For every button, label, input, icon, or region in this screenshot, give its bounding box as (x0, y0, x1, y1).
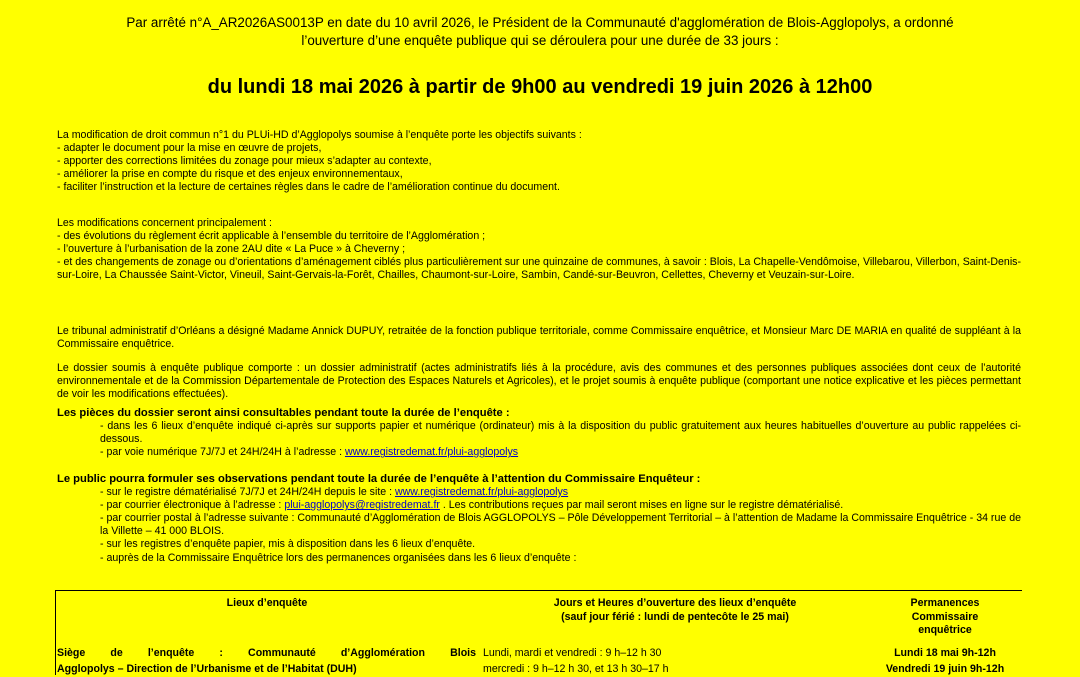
registre-link[interactable]: www.registredemat.fr/plui-agglopolys (395, 486, 569, 499)
consultation-item: - dans les 6 lieux d’enquête indiqué ci-après sur supports papier et numérique (ordinateur) mis à la disposition du public gratuitement aux heures habituelles d’ouverture au public rappelées ci-dessous. (100, 420, 1021, 446)
objective-item: - apporter des corrections limitées du zonage pour mieux s’adapter au contexte, (57, 155, 432, 168)
observation-item-text: - par courrier électronique à l’adresse : (100, 499, 285, 512)
objective-item: - faciliter l’instruction et la lecture de certaines règles dans le cadre de l’amélioration continue du document. (57, 181, 560, 194)
dossier-paragraph: Le dossier soumis à enquête publique comporte : un dossier administratif (actes administratifs liés à la procédure, avis des communes et des personnes publiques associées dont ceux de l’autorité environnementale et de la Commission Départementale de Protection des Espaces Naturels et Agricoles), et le projet soumis à enquête publique (comportant une notice explicative et les pièces permettant de voir les modifications effectuées). (57, 362, 1021, 401)
observation-item: - par courrier postal à l’adresse suivante : Communauté d’Agglomération de Blois AGGLOPOLYS – Pôle Développement Territorial – à l’attention de Madame la Commissaire Enquêtrice - 34 rue de la Villette – 41 000 BLOIS. (100, 512, 1021, 538)
observation-item-text: - sur le registre dématérialisé 7J/7J et 24H/24H depuis le site : (100, 486, 395, 499)
header-jours-line: Jours et Heures d’ouverture des lieux d’enquête (553, 597, 797, 609)
header-permanences (870, 597, 1020, 638)
header-jours (480, 597, 870, 624)
observation-item: - sur les registres d’enquête papier, mis à disposition dans les 6 lieux d’enquête. (100, 538, 476, 551)
observation-item (57, 499, 1021, 512)
objectives-section (57, 129, 1021, 194)
intro-line-1: Par arrêté n°A_AR2026AS0013P en date du 10 avril 2026, le Président de la Communauté d'agglomération de Blois-Agglopolys, a ordonné (126, 15, 954, 30)
table-border (55, 590, 56, 675)
registre-link[interactable]: www.registredemat.fr/plui-agglopolys (344, 446, 519, 459)
enquiry-dates-heading: du lundi 18 mai 2026 à partir de 9h00 au vendredi 19 juin 2026 à 12h00 (207, 76, 873, 98)
consultation-item-text: - par voie numérique 7J/7J et 24H/24H à l’adresse : (100, 446, 345, 459)
consultation-section (57, 407, 1021, 459)
modification-item: - des évolutions du règlement écrit applicable à l’ensemble du territoire de l’Agglomération ; (57, 230, 486, 243)
intro-paragraph (40, 14, 1040, 50)
header-permanences-line: Commissaire (911, 610, 979, 623)
header-permanences-line: enquêtrice (918, 624, 972, 636)
row-lieu-line: Siège de l’enquête : Communauté d’Agglomération Blois (57, 647, 476, 659)
observation-item: - auprès de la Commissaire Enquêtrice lors des permanences organisées dans les 6 lieux d’enquête : (100, 551, 577, 564)
observations-heading: Le public pourra formuler ses observations pendant toute la durée de l’enquête à l’attention du Commissaire Enquêteur : (57, 473, 701, 485)
modification-item: - l’ouverture à l’urbanisation de la zone 2AU dite « La Puce » à Cheverny ; (57, 243, 406, 256)
intro-line-2: l’ouverture d’une enquête publique qui se déroulera pour une durée de 33 jours : (301, 33, 779, 48)
row-jours-line: Lundi, mardi et vendredi : 9 h–12 h 30 (483, 647, 662, 659)
header-lieux: Lieux d’enquête (226, 597, 308, 609)
observation-item-text: . Les contributions reçues par mail seront mises en ligne sur le registre dématérialisé. (439, 499, 844, 512)
modifications-intro: Les modifications concernent principalement : (57, 217, 272, 229)
header-jours-line: (sauf jour férié : lundi de pentecôte le 25 mai) (561, 610, 789, 623)
consultation-heading: Les pièces du dossier seront ainsi consultables pendant toute la durée de l’enquête : (57, 407, 510, 419)
observation-item (57, 486, 1021, 499)
row-lieu-line: Agglopolys – Direction de l’Urbanisme et de l’Habitat (DUH) (57, 663, 357, 675)
table-border (55, 590, 1022, 591)
row-permanence-line: Vendredi 19 juin 9h-12h (885, 663, 1005, 675)
row-permanence-line: Lundi 18 mai 9h-12h (894, 647, 996, 659)
modifications-section (57, 217, 1021, 282)
header-permanences-line: Permanences (910, 597, 980, 609)
objective-item: - adapter le document pour la mise en œuvre de projets, (57, 142, 322, 155)
objectives-intro: La modification de droit commun n°1 du PLUi-HD d’Agglopolys soumise à l’enquête porte les objectifs suivants : (57, 129, 582, 141)
observations-section (57, 473, 1021, 565)
email-link[interactable]: plui-agglopolys@registredemat.fr (284, 499, 440, 512)
modification-item: - et des changements de zonage ou d’orientations d’aménagement ciblés plus particulièrement sur une quinzaine de communes, à savoir : Blois, La Chapelle-Vendômoise, Villebarou, Villerbon, Saint-Denis-sur-Loire, La Chaussée Saint-Victor, Vineuil, Saint-Gervais-la-Forêt, Chailles, Chaumont-sur-Loire, Sambin, Candé-sur-Beuvron, Cellettes, Cheverny et Veuzain-sur-Loire. (57, 256, 1021, 282)
objective-item: - améliorer la prise en compte du risque et des enjeux environnementaux, (57, 168, 403, 181)
consultation-item (57, 446, 1021, 459)
tribunal-paragraph: Le tribunal administratif d’Orléans a désigné Madame Annick DUPUY, retraitée de la fonction publique territoriale, comme Commissaire enquêtrice, et Monsieur Marc DE MARIA en qualité de suppléant à la Commissaire enquêtrice. (57, 325, 1021, 351)
row-jours-line: mercredi : 9 h–12 h 30, et 13 h 30–17 h (483, 663, 669, 675)
